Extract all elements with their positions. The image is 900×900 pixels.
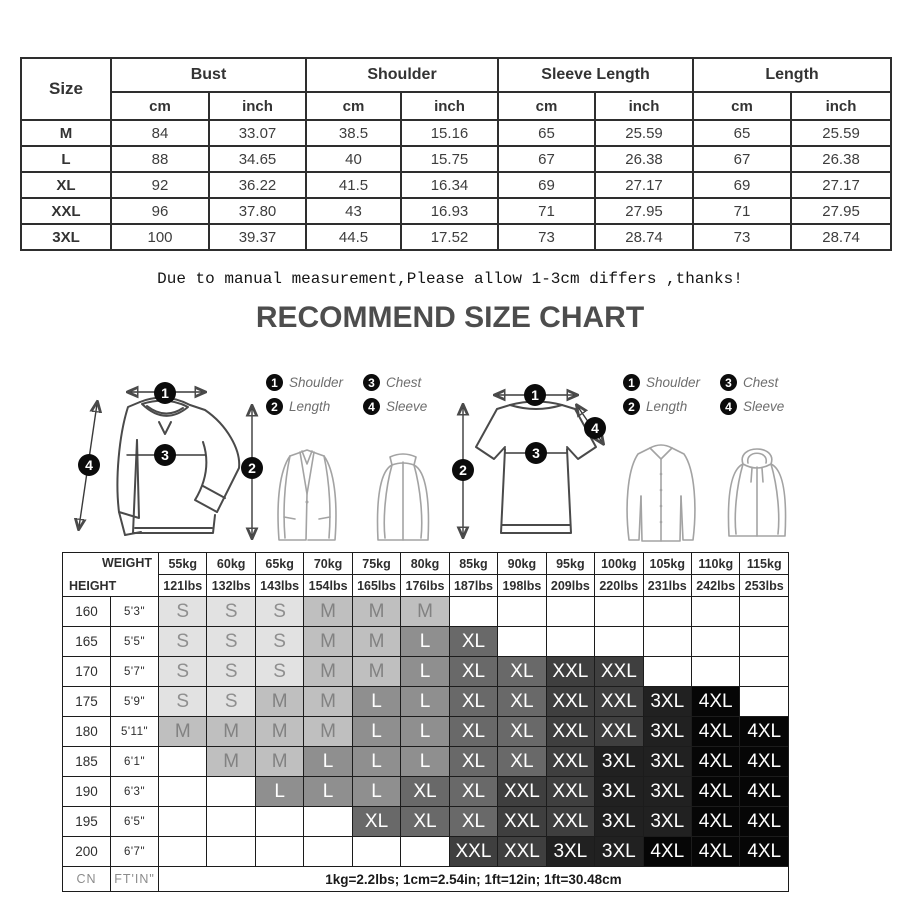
fit-size-cell: XL	[401, 777, 449, 807]
fit-size-cell: 4XL	[740, 777, 789, 807]
cn-unit-label: CN	[63, 867, 111, 892]
unit-header-inch: inch	[209, 92, 306, 120]
legend-number-badge: 2	[266, 398, 283, 415]
weight-height-corner-cell	[63, 553, 159, 597]
measurement-value: 15.16	[401, 120, 498, 146]
fit-size-cell: XL	[401, 807, 449, 837]
weight-lbs-header: 198lbs	[498, 575, 546, 597]
height-cm-label: 200	[63, 837, 111, 867]
fit-size-cell: M	[255, 687, 303, 717]
measurement-legend-right	[623, 374, 798, 415]
height-ftin-label: 6'7"	[111, 837, 159, 867]
weight-axis-label: WEIGHT	[102, 556, 152, 570]
fit-empty-cell	[255, 837, 303, 867]
measurement-value: 73	[693, 224, 791, 250]
fit-empty-cell	[159, 777, 207, 807]
legend-item-sleeve	[363, 398, 441, 415]
fit-empty-cell	[304, 807, 352, 837]
measurement-value: 67	[498, 146, 595, 172]
legend-label: Length	[646, 399, 688, 414]
fit-size-cell: XL	[449, 687, 497, 717]
button-shirt-icon	[615, 438, 707, 546]
size-row-m	[21, 120, 891, 146]
size-row-3xl	[21, 224, 891, 250]
fit-size-cell: L	[401, 687, 449, 717]
fit-size-cell: 3XL	[595, 777, 643, 807]
long-sleeve-shirt-diagram	[55, 380, 265, 545]
legend-item-shoulder	[623, 374, 720, 391]
legend-item-sleeve	[720, 398, 798, 415]
fit-size-cell: S	[159, 597, 207, 627]
measurement-value: 15.75	[401, 146, 498, 172]
weight-lbs-header: 132lbs	[207, 575, 255, 597]
fit-size-cell: XL	[352, 807, 400, 837]
measurement-value: 92	[111, 172, 209, 198]
measurement-value: 39.37	[209, 224, 306, 250]
measurement-value: 69	[498, 172, 595, 198]
fit-size-cell: 4XL	[740, 807, 789, 837]
fit-size-cell: L	[401, 657, 449, 687]
fit-size-cell: M	[352, 627, 400, 657]
fit-empty-cell	[643, 657, 691, 687]
weight-kg-header: 115kg	[740, 553, 789, 575]
fit-size-cell: XXL	[498, 777, 546, 807]
measurement-value: 17.52	[401, 224, 498, 250]
weight-kg-header: 105kg	[643, 553, 691, 575]
fit-size-cell: L	[304, 777, 352, 807]
size-row-xxl	[21, 198, 891, 224]
height-cm-label: 160	[63, 597, 111, 627]
measurement-value: 34.65	[209, 146, 306, 172]
measurement-value: 44.5	[306, 224, 401, 250]
fit-size-cell: M	[207, 717, 255, 747]
measurement-value: 43	[306, 198, 401, 224]
legend-number-badge: 3	[720, 374, 737, 391]
measurement-value: 27.17	[791, 172, 891, 198]
fit-size-cell: XL	[498, 687, 546, 717]
weight-kg-row	[63, 553, 789, 575]
fit-size-cell: M	[207, 747, 255, 777]
unit-header-cm: cm	[306, 92, 401, 120]
measurement-value: 36.22	[209, 172, 306, 198]
measurement-value: 26.38	[595, 146, 693, 172]
legend-label: Shoulder	[646, 375, 701, 390]
legend-label: Chest	[386, 375, 422, 390]
shoulder-badge	[524, 384, 546, 406]
svg-text:4: 4	[85, 457, 93, 473]
chest-badge	[154, 444, 176, 466]
fit-size-cell: S	[159, 687, 207, 717]
weight-lbs-header: 220lbs	[595, 575, 643, 597]
fit-size-cell: XXL	[546, 807, 594, 837]
fit-size-cell: S	[207, 657, 255, 687]
fit-size-cell: L	[255, 777, 303, 807]
weight-kg-header: 60kg	[207, 553, 255, 575]
weight-kg-header: 65kg	[255, 553, 303, 575]
fit-size-cell: L	[352, 687, 400, 717]
fit-size-cell: 4XL	[691, 777, 739, 807]
measurement-value: 84	[111, 120, 209, 146]
size-label: L	[21, 146, 111, 172]
height-cm-label: 175	[63, 687, 111, 717]
fit-size-cell: L	[304, 747, 352, 777]
fit-empty-cell	[498, 627, 546, 657]
unit-row	[21, 92, 891, 120]
fit-empty-cell	[207, 837, 255, 867]
fit-size-cell: XL	[498, 747, 546, 777]
fit-size-cell: M	[304, 597, 352, 627]
fit-empty-cell	[595, 627, 643, 657]
height-ftin-label: 5'3"	[111, 597, 159, 627]
fit-size-cell: 4XL	[643, 837, 691, 867]
fit-size-cell: M	[304, 657, 352, 687]
measurement-value: 73	[498, 224, 595, 250]
weight-lbs-header: 231lbs	[643, 575, 691, 597]
height-cm-label: 170	[63, 657, 111, 687]
height-row-170	[63, 657, 789, 687]
measurement-value: 33.07	[209, 120, 306, 146]
fit-size-cell: L	[352, 777, 400, 807]
legend-label: Sleeve	[386, 399, 428, 414]
legend-item-shoulder	[266, 374, 363, 391]
fit-size-cell: 3XL	[546, 837, 594, 867]
fit-size-cell: XL	[449, 747, 497, 777]
height-row-160	[63, 597, 789, 627]
weight-kg-header: 85kg	[449, 553, 497, 575]
fit-empty-cell	[449, 597, 497, 627]
fit-size-cell: 4XL	[740, 747, 789, 777]
fit-empty-cell	[352, 837, 400, 867]
fit-size-cell: M	[304, 687, 352, 717]
measurement-value: 71	[498, 198, 595, 224]
measurement-note: Due to manual measurement,Please allow 1-3cm differs ,thanks!	[157, 270, 743, 288]
unit-header-cm: cm	[693, 92, 791, 120]
fit-empty-cell	[304, 837, 352, 867]
fit-size-cell: XXL	[595, 687, 643, 717]
measurement-value: 16.93	[401, 198, 498, 224]
fit-size-cell: XXL	[546, 687, 594, 717]
fit-size-cell: S	[255, 657, 303, 687]
measurement-value: 27.95	[595, 198, 693, 224]
hoodie-icon	[712, 436, 804, 546]
weight-lbs-header: 253lbs	[740, 575, 789, 597]
length-badge	[452, 459, 474, 481]
fit-size-cell: XXL	[546, 717, 594, 747]
fit-size-cell: 4XL	[691, 747, 739, 777]
fit-empty-cell	[207, 807, 255, 837]
weight-lbs-header: 176lbs	[401, 575, 449, 597]
height-cm-label: 190	[63, 777, 111, 807]
size-label: XL	[21, 172, 111, 198]
fit-size-cell: M	[159, 717, 207, 747]
fit-size-cell: 3XL	[595, 837, 643, 867]
units-footer-row	[63, 867, 789, 892]
fit-empty-cell	[740, 627, 789, 657]
svg-text:2: 2	[248, 460, 256, 476]
fit-size-cell: XL	[498, 717, 546, 747]
measurement-value: 88	[111, 146, 209, 172]
fit-size-cell: XXL	[498, 807, 546, 837]
fit-size-cell: S	[207, 597, 255, 627]
blazer-icon	[262, 442, 352, 547]
measurement-value: 71	[693, 198, 791, 224]
fit-empty-cell	[159, 747, 207, 777]
weight-kg-header: 100kg	[595, 553, 643, 575]
size-row-l	[21, 146, 891, 172]
fit-size-cell: 4XL	[691, 687, 739, 717]
measurement-value: 28.74	[791, 224, 891, 250]
fit-size-cell: 3XL	[595, 747, 643, 777]
weight-lbs-header: 143lbs	[255, 575, 303, 597]
tshirt-diagram	[445, 375, 610, 545]
measurement-value: 25.59	[595, 120, 693, 146]
fit-size-cell: 4XL	[691, 717, 739, 747]
fit-size-cell: 4XL	[691, 807, 739, 837]
fit-size-cell: L	[352, 717, 400, 747]
fit-size-cell: XL	[449, 627, 497, 657]
height-axis-label: HEIGHT	[69, 579, 117, 593]
fit-size-cell: L	[401, 627, 449, 657]
weight-lbs-row	[63, 575, 789, 597]
height-ftin-label: 5'9"	[111, 687, 159, 717]
height-ftin-label: 6'3"	[111, 777, 159, 807]
fit-size-cell: 4XL	[691, 837, 739, 867]
fit-size-cell: M	[401, 597, 449, 627]
recommend-size-chart-title: RECOMMEND SIZE CHART	[255, 301, 645, 334]
fit-size-cell: M	[352, 597, 400, 627]
legend-number-badge: 3	[363, 374, 380, 391]
height-cm-label: 195	[63, 807, 111, 837]
fit-size-cell: L	[352, 747, 400, 777]
ftin-unit-label: FT'IN"	[111, 867, 159, 892]
height-cm-label: 185	[63, 747, 111, 777]
height-row-200	[63, 837, 789, 867]
legend-item-chest	[363, 374, 441, 391]
fit-empty-cell	[740, 597, 789, 627]
fit-size-cell: 4XL	[740, 837, 789, 867]
svg-text:3: 3	[532, 445, 540, 461]
measurement-value: 65	[498, 120, 595, 146]
fit-size-cell: S	[255, 627, 303, 657]
height-cm-label: 180	[63, 717, 111, 747]
fit-empty-cell	[643, 597, 691, 627]
fit-size-cell: 3XL	[643, 777, 691, 807]
length-badge	[241, 457, 263, 479]
measurement-value: 40	[306, 146, 401, 172]
fit-size-cell: XL	[449, 807, 497, 837]
fit-empty-cell	[740, 657, 789, 687]
height-row-195	[63, 807, 789, 837]
measurement-value: 25.59	[791, 120, 891, 146]
fit-size-cell: 3XL	[595, 807, 643, 837]
fit-size-cell: 3XL	[643, 717, 691, 747]
legend-item-chest	[720, 374, 798, 391]
measurement-value: 37.80	[209, 198, 306, 224]
svg-text:1: 1	[161, 385, 169, 401]
fit-size-cell: L	[401, 717, 449, 747]
size-label: M	[21, 120, 111, 146]
height-ftin-label: 5'7"	[111, 657, 159, 687]
weight-kg-header: 95kg	[546, 553, 594, 575]
measurement-value: 69	[693, 172, 791, 198]
unit-header-cm: cm	[498, 92, 595, 120]
svg-text:3: 3	[161, 447, 169, 463]
fit-empty-cell	[691, 627, 739, 657]
height-row-180	[63, 717, 789, 747]
fit-size-cell: M	[352, 657, 400, 687]
height-cm-label: 165	[63, 627, 111, 657]
weight-lbs-header: 209lbs	[546, 575, 594, 597]
fit-empty-cell	[546, 627, 594, 657]
weight-kg-header: 55kg	[159, 553, 207, 575]
unit-header-inch: inch	[401, 92, 498, 120]
measurement-value: 26.38	[791, 146, 891, 172]
legend-label: Chest	[743, 375, 779, 390]
measurement-value: 65	[693, 120, 791, 146]
fit-size-cell: M	[255, 747, 303, 777]
group-header-shoulder: Shoulder	[306, 58, 498, 92]
conversion-note: 1kg=2.2lbs; 1cm=2.54in; 1ft=12in; 1ft=30.48cm	[159, 867, 789, 892]
sleeve-badge	[78, 454, 100, 476]
legend-number-badge: 2	[623, 398, 640, 415]
fit-empty-cell	[595, 597, 643, 627]
fit-size-cell: S	[255, 597, 303, 627]
fit-empty-cell	[740, 687, 789, 717]
weight-lbs-header: 121lbs	[159, 575, 207, 597]
fit-size-cell: XXL	[498, 837, 546, 867]
measurement-value: 27.17	[595, 172, 693, 198]
legend-number-badge: 1	[623, 374, 640, 391]
unit-header-cm: cm	[111, 92, 209, 120]
measurement-value: 38.5	[306, 120, 401, 146]
legend-label: Shoulder	[289, 375, 344, 390]
fit-empty-cell	[643, 627, 691, 657]
measurement-legend-left	[266, 374, 441, 415]
unit-header-inch: inch	[791, 92, 891, 120]
fit-size-cell: S	[207, 687, 255, 717]
legend-number-badge: 1	[266, 374, 283, 391]
measurement-value: 96	[111, 198, 209, 224]
fit-size-cell: XXL	[595, 717, 643, 747]
fit-size-cell: XL	[449, 657, 497, 687]
fit-size-cell: L	[401, 747, 449, 777]
weight-kg-header: 70kg	[304, 553, 352, 575]
fit-size-cell: 4XL	[740, 717, 789, 747]
height-ftin-label: 6'1"	[111, 747, 159, 777]
fit-empty-cell	[691, 657, 739, 687]
sleeve-badge	[584, 417, 606, 439]
height-row-175	[63, 687, 789, 717]
unit-header-inch: inch	[595, 92, 693, 120]
group-header-sleeve-length: Sleeve Length	[498, 58, 693, 92]
fit-empty-cell	[401, 837, 449, 867]
legend-item-length	[266, 398, 363, 415]
height-ftin-label: 5'11"	[111, 717, 159, 747]
legend-item-length	[623, 398, 720, 415]
fit-size-cell: XXL	[595, 657, 643, 687]
fit-size-cell: XXL	[546, 747, 594, 777]
fit-size-cell: S	[159, 657, 207, 687]
fit-empty-cell	[207, 777, 255, 807]
measurement-value: 41.5	[306, 172, 401, 198]
measurement-value: 67	[693, 146, 791, 172]
fit-size-cell: S	[159, 627, 207, 657]
fit-size-cell: 3XL	[643, 687, 691, 717]
legend-label: Sleeve	[743, 399, 785, 414]
height-row-185	[63, 747, 789, 777]
measurement-table	[20, 57, 892, 251]
fit-size-cell: XXL	[449, 837, 497, 867]
weight-kg-header: 110kg	[691, 553, 739, 575]
measurement-value: 100	[111, 224, 209, 250]
height-ftin-label: 6'5"	[111, 807, 159, 837]
header-row	[21, 58, 891, 92]
group-header-bust: Bust	[111, 58, 306, 92]
fit-size-cell: 3XL	[643, 807, 691, 837]
zip-jacket-icon	[358, 445, 448, 547]
legend-number-badge: 4	[720, 398, 737, 415]
measurement-value: 28.74	[595, 224, 693, 250]
measurement-value: 27.95	[791, 198, 891, 224]
svg-text:2: 2	[459, 462, 467, 478]
weight-kg-header: 80kg	[401, 553, 449, 575]
chest-badge	[525, 442, 547, 464]
shoulder-badge	[154, 382, 176, 404]
height-weight-table	[62, 552, 789, 892]
height-ftin-label: 5'5"	[111, 627, 159, 657]
size-label: 3XL	[21, 224, 111, 250]
fit-size-cell: M	[304, 627, 352, 657]
weight-lbs-header: 242lbs	[691, 575, 739, 597]
svg-text:4: 4	[591, 420, 599, 436]
fit-size-cell: XL	[498, 657, 546, 687]
height-row-165	[63, 627, 789, 657]
height-row-190	[63, 777, 789, 807]
weight-kg-header: 75kg	[352, 553, 400, 575]
measurement-value: 16.34	[401, 172, 498, 198]
size-column-header: Size	[21, 58, 111, 120]
fit-size-cell: M	[255, 717, 303, 747]
size-label: XXL	[21, 198, 111, 224]
fit-empty-cell	[255, 807, 303, 837]
fit-size-cell: XXL	[546, 657, 594, 687]
fit-size-cell: M	[304, 717, 352, 747]
weight-lbs-header: 187lbs	[449, 575, 497, 597]
group-header-length: Length	[693, 58, 891, 92]
size-row-xl	[21, 172, 891, 198]
fit-empty-cell	[159, 837, 207, 867]
fit-size-cell: XXL	[546, 777, 594, 807]
legend-label: Length	[289, 399, 331, 414]
fit-size-cell: XL	[449, 717, 497, 747]
fit-empty-cell	[546, 597, 594, 627]
fit-empty-cell	[159, 807, 207, 837]
fit-size-cell: XL	[449, 777, 497, 807]
fit-size-cell: S	[207, 627, 255, 657]
weight-kg-header: 90kg	[498, 553, 546, 575]
fit-size-cell: 3XL	[643, 747, 691, 777]
fit-empty-cell	[691, 597, 739, 627]
weight-lbs-header: 165lbs	[352, 575, 400, 597]
svg-text:1: 1	[531, 387, 539, 403]
fit-empty-cell	[498, 597, 546, 627]
legend-number-badge: 4	[363, 398, 380, 415]
weight-lbs-header: 154lbs	[304, 575, 352, 597]
